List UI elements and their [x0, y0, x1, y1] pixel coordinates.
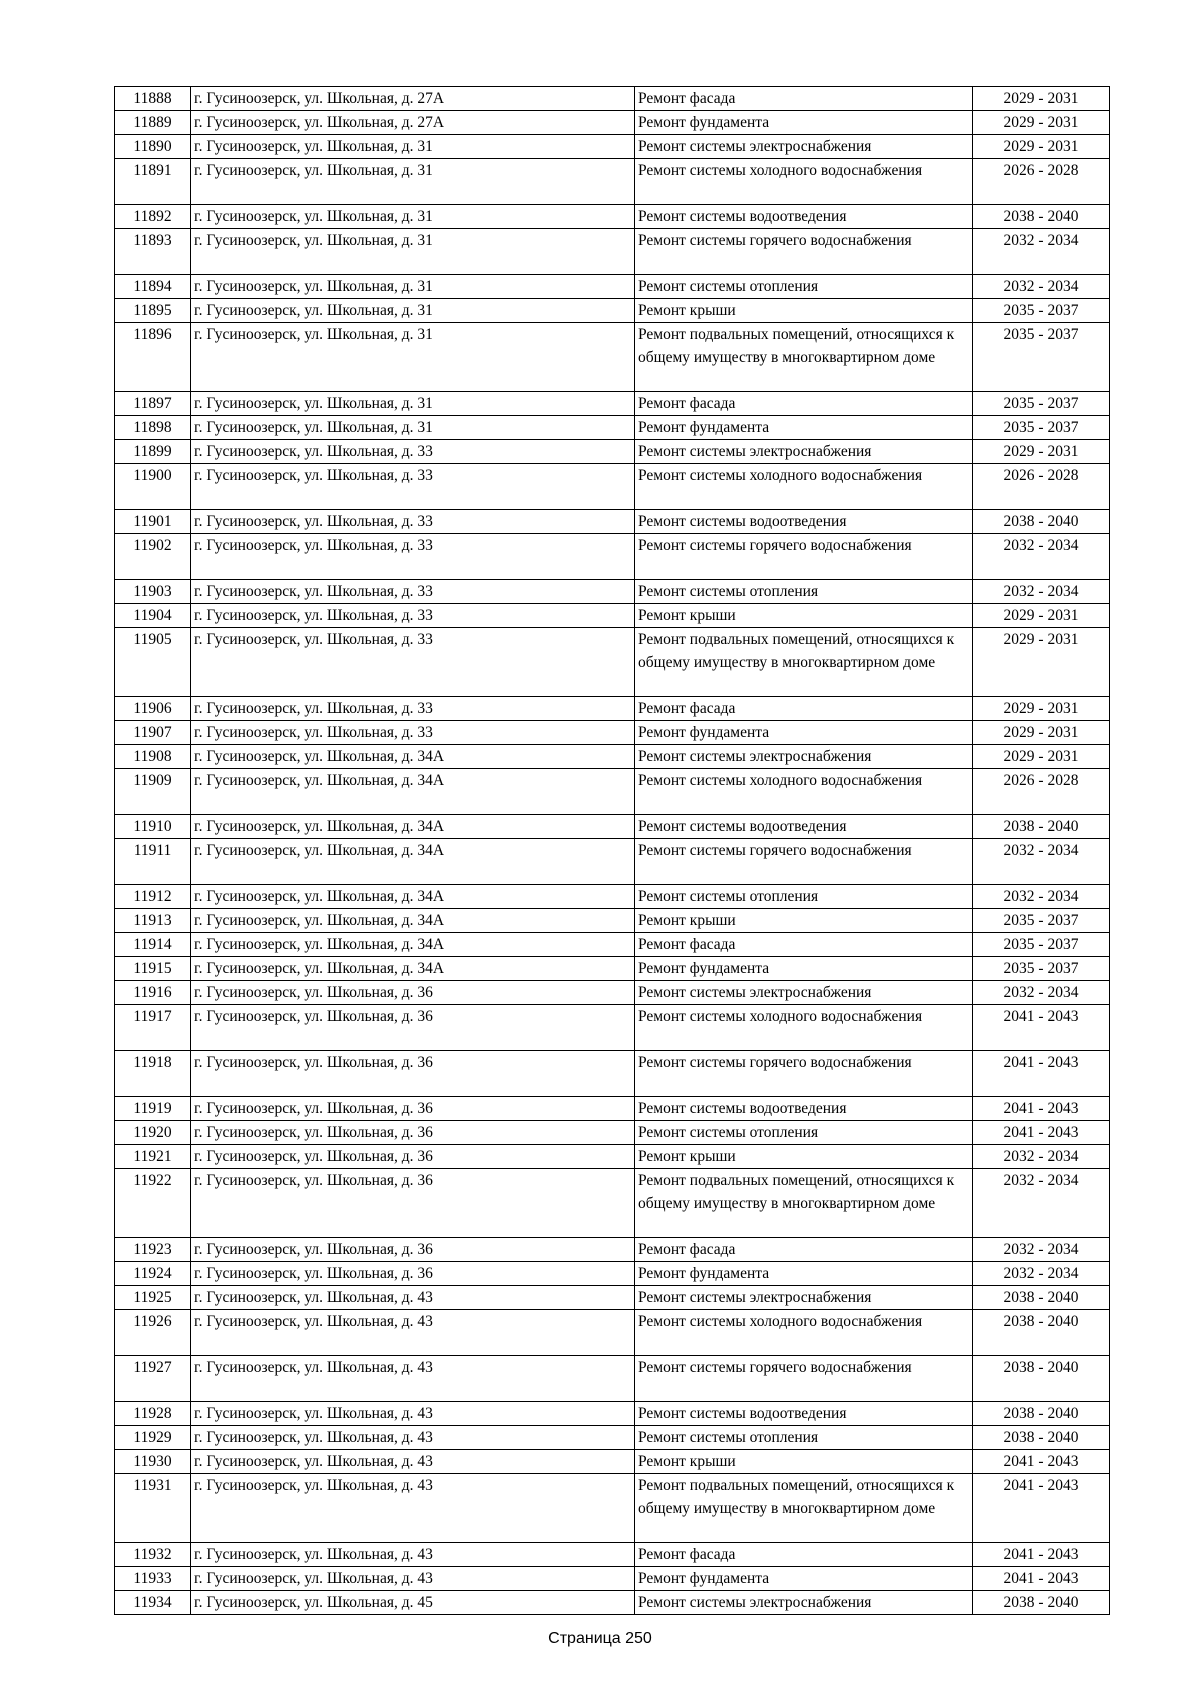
row-number-cell: 11931 [115, 1474, 191, 1543]
period-cell: 2029 - 2031 [973, 87, 1110, 111]
row-number-cell: 11889 [115, 111, 191, 135]
period-cell: 2032 - 2034 [973, 580, 1110, 604]
work-type-cell: Ремонт системы холодного водоснабжения [635, 1005, 973, 1051]
row-number-cell: 11902 [115, 534, 191, 580]
table-row [115, 416, 1110, 440]
period-cell: 2038 - 2040 [973, 1402, 1110, 1426]
period-cell: 2029 - 2031 [973, 111, 1110, 135]
table-row [115, 229, 1110, 275]
row-number-cell: 11892 [115, 205, 191, 229]
table-row [115, 1169, 1110, 1238]
work-type-cell: Ремонт подвальных помещений, относящихся к общему имуществу в многоквартирном доме [635, 1169, 973, 1238]
address-cell: г. Гусиноозерск, ул. Школьная, д. 36 [191, 1005, 635, 1051]
table-row [115, 87, 1110, 111]
address-cell: г. Гусиноозерск, ул. Школьная, д. 43 [191, 1402, 635, 1426]
period-cell: 2035 - 2037 [973, 909, 1110, 933]
address-cell: г. Гусиноозерск, ул. Школьная, д. 34А [191, 769, 635, 815]
work-type-cell: Ремонт системы электроснабжения [635, 440, 973, 464]
table-row [115, 1310, 1110, 1356]
row-number-cell: 11898 [115, 416, 191, 440]
table-row [115, 323, 1110, 392]
address-cell: г. Гусиноозерск, ул. Школьная, д. 34А [191, 909, 635, 933]
row-number-cell: 11897 [115, 392, 191, 416]
table-row [115, 721, 1110, 745]
period-cell: 2029 - 2031 [973, 721, 1110, 745]
address-cell: г. Гусиноозерск, ул. Школьная, д. 33 [191, 580, 635, 604]
address-cell: г. Гусиноозерск, ул. Школьная, д. 31 [191, 159, 635, 205]
work-type-cell: Ремонт системы водоотведения [635, 815, 973, 839]
address-cell: г. Гусиноозерск, ул. Школьная, д. 36 [191, 1262, 635, 1286]
period-cell: 2041 - 2043 [973, 1567, 1110, 1591]
period-cell: 2032 - 2034 [973, 534, 1110, 580]
period-cell: 2032 - 2034 [973, 839, 1110, 885]
work-type-cell: Ремонт фундамента [635, 1567, 973, 1591]
table-row [115, 1097, 1110, 1121]
address-cell: г. Гусиноозерск, ул. Школьная, д. 34А [191, 885, 635, 909]
period-cell: 2038 - 2040 [973, 815, 1110, 839]
address-cell: г. Гусиноозерск, ул. Школьная, д. 34А [191, 815, 635, 839]
work-type-cell: Ремонт системы холодного водоснабжения [635, 769, 973, 815]
address-cell: г. Гусиноозерск, ул. Школьная, д. 33 [191, 604, 635, 628]
row-number-cell: 11925 [115, 1286, 191, 1310]
table-row [115, 111, 1110, 135]
row-number-cell: 11914 [115, 933, 191, 957]
period-cell: 2035 - 2037 [973, 957, 1110, 981]
period-cell: 2041 - 2043 [973, 1051, 1110, 1097]
work-type-cell: Ремонт системы отопления [635, 885, 973, 909]
period-cell: 2041 - 2043 [973, 1474, 1110, 1543]
period-cell: 2029 - 2031 [973, 135, 1110, 159]
period-cell: 2029 - 2031 [973, 745, 1110, 769]
address-cell: г. Гусиноозерск, ул. Школьная, д. 31 [191, 229, 635, 275]
table-row [115, 1262, 1110, 1286]
row-number-cell: 11906 [115, 697, 191, 721]
table-row [115, 604, 1110, 628]
address-cell: г. Гусиноозерск, ул. Школьная, д. 43 [191, 1543, 635, 1567]
row-number-cell: 11916 [115, 981, 191, 1005]
period-cell: 2029 - 2031 [973, 628, 1110, 697]
table-row [115, 135, 1110, 159]
row-number-cell: 11924 [115, 1262, 191, 1286]
work-type-cell: Ремонт подвальных помещений, относящихся к общему имуществу в многоквартирном доме [635, 323, 973, 392]
table-row [115, 1567, 1110, 1591]
address-cell: г. Гусиноозерск, ул. Школьная, д. 27А [191, 87, 635, 111]
table-row [115, 440, 1110, 464]
table-row [115, 1238, 1110, 1262]
row-number-cell: 11908 [115, 745, 191, 769]
row-number-cell: 11899 [115, 440, 191, 464]
work-type-cell: Ремонт системы холодного водоснабжения [635, 464, 973, 510]
address-cell: г. Гусиноозерск, ул. Школьная, д. 33 [191, 721, 635, 745]
row-number-cell: 11926 [115, 1310, 191, 1356]
row-number-cell: 11921 [115, 1145, 191, 1169]
work-type-cell: Ремонт крыши [635, 299, 973, 323]
work-type-cell: Ремонт фасада [635, 1543, 973, 1567]
row-number-cell: 11920 [115, 1121, 191, 1145]
period-cell: 2035 - 2037 [973, 323, 1110, 392]
period-cell: 2038 - 2040 [973, 205, 1110, 229]
period-cell: 2038 - 2040 [973, 1591, 1110, 1615]
address-cell: г. Гусиноозерск, ул. Школьная, д. 33 [191, 534, 635, 580]
work-type-cell: Ремонт системы горячего водоснабжения [635, 229, 973, 275]
table-row [115, 839, 1110, 885]
work-type-cell: Ремонт системы водоотведения [635, 1097, 973, 1121]
address-cell: г. Гусиноозерск, ул. Школьная, д. 31 [191, 275, 635, 299]
address-cell: г. Гусиноозерск, ул. Школьная, д. 34А [191, 957, 635, 981]
work-type-cell: Ремонт фасада [635, 1238, 973, 1262]
period-cell: 2032 - 2034 [973, 981, 1110, 1005]
table-row [115, 1450, 1110, 1474]
table-row [115, 464, 1110, 510]
row-number-cell: 11912 [115, 885, 191, 909]
period-cell: 2038 - 2040 [973, 1426, 1110, 1450]
table-row [115, 769, 1110, 815]
address-cell: г. Гусиноозерск, ул. Школьная, д. 43 [191, 1356, 635, 1402]
table-row [115, 1286, 1110, 1310]
table-row [115, 1591, 1110, 1615]
address-cell: г. Гусиноозерск, ул. Школьная, д. 34А [191, 839, 635, 885]
address-cell: г. Гусиноозерск, ул. Школьная, д. 45 [191, 1591, 635, 1615]
row-number-cell: 11913 [115, 909, 191, 933]
table-row [115, 1051, 1110, 1097]
work-type-cell: Ремонт системы водоотведения [635, 205, 973, 229]
address-cell: г. Гусиноозерск, ул. Школьная, д. 43 [191, 1310, 635, 1356]
period-cell: 2029 - 2031 [973, 604, 1110, 628]
document-sheet [114, 86, 1109, 1615]
period-cell: 2032 - 2034 [973, 1238, 1110, 1262]
table-row [115, 1543, 1110, 1567]
address-cell: г. Гусиноозерск, ул. Школьная, д. 31 [191, 416, 635, 440]
work-type-cell: Ремонт системы электроснабжения [635, 1286, 973, 1310]
period-cell: 2041 - 2043 [973, 1450, 1110, 1474]
period-cell: 2026 - 2028 [973, 159, 1110, 205]
work-type-cell: Ремонт фасада [635, 392, 973, 416]
period-cell: 2026 - 2028 [973, 464, 1110, 510]
address-cell: г. Гусиноозерск, ул. Школьная, д. 36 [191, 1238, 635, 1262]
table-row [115, 933, 1110, 957]
table-row [115, 1145, 1110, 1169]
table-row [115, 580, 1110, 604]
row-number-cell: 11907 [115, 721, 191, 745]
row-number-cell: 11918 [115, 1051, 191, 1097]
address-cell: г. Гусиноозерск, ул. Школьная, д. 43 [191, 1474, 635, 1543]
table-row [115, 981, 1110, 1005]
address-cell: г. Гусиноозерск, ул. Школьная, д. 43 [191, 1567, 635, 1591]
work-type-cell: Ремонт системы отопления [635, 1121, 973, 1145]
row-number-cell: 11910 [115, 815, 191, 839]
work-type-cell: Ремонт фундамента [635, 1262, 973, 1286]
table-row [115, 1474, 1110, 1543]
row-number-cell: 11891 [115, 159, 191, 205]
period-cell: 2035 - 2037 [973, 392, 1110, 416]
address-cell: г. Гусиноозерск, ул. Школьная, д. 43 [191, 1450, 635, 1474]
work-type-cell: Ремонт системы отопления [635, 275, 973, 299]
work-type-cell: Ремонт системы электроснабжения [635, 135, 973, 159]
address-cell: г. Гусиноозерск, ул. Школьная, д. 31 [191, 205, 635, 229]
work-type-cell: Ремонт системы электроснабжения [635, 1591, 973, 1615]
table-row [115, 815, 1110, 839]
row-number-cell: 11901 [115, 510, 191, 534]
work-type-cell: Ремонт системы горячего водоснабжения [635, 534, 973, 580]
period-cell: 2038 - 2040 [973, 1356, 1110, 1402]
page-number: Страница 250 [548, 1630, 652, 1647]
address-cell: г. Гусиноозерск, ул. Школьная, д. 36 [191, 1169, 635, 1238]
address-cell: г. Гусиноозерск, ул. Школьная, д. 34А [191, 933, 635, 957]
period-cell: 2038 - 2040 [973, 510, 1110, 534]
work-type-cell: Ремонт фундамента [635, 957, 973, 981]
row-number-cell: 11903 [115, 580, 191, 604]
period-cell: 2032 - 2034 [973, 275, 1110, 299]
work-type-cell: Ремонт подвальных помещений, относящихся к общему имуществу в многоквартирном доме [635, 1474, 973, 1543]
period-cell: 2041 - 2043 [973, 1543, 1110, 1567]
work-type-cell: Ремонт системы электроснабжения [635, 745, 973, 769]
row-number-cell: 11915 [115, 957, 191, 981]
period-cell: 2032 - 2034 [973, 229, 1110, 275]
table-row [115, 299, 1110, 323]
period-cell: 2035 - 2037 [973, 299, 1110, 323]
row-number-cell: 11929 [115, 1426, 191, 1450]
work-type-cell: Ремонт фундамента [635, 111, 973, 135]
address-cell: г. Гусиноозерск, ул. Школьная, д. 33 [191, 628, 635, 697]
work-type-cell: Ремонт крыши [635, 1450, 973, 1474]
address-cell: г. Гусиноозерск, ул. Школьная, д. 43 [191, 1286, 635, 1310]
work-type-cell: Ремонт системы водоотведения [635, 1402, 973, 1426]
address-cell: г. Гусиноозерск, ул. Школьная, д. 36 [191, 1051, 635, 1097]
work-type-cell: Ремонт фасада [635, 697, 973, 721]
period-cell: 2029 - 2031 [973, 440, 1110, 464]
table-body [115, 87, 1110, 1615]
table-row [115, 697, 1110, 721]
repair-schedule-table [114, 86, 1110, 1615]
period-cell: 2035 - 2037 [973, 416, 1110, 440]
work-type-cell: Ремонт системы холодного водоснабжения [635, 1310, 973, 1356]
table-row [115, 1356, 1110, 1402]
row-number-cell: 11923 [115, 1238, 191, 1262]
address-cell: г. Гусиноозерск, ул. Школьная, д. 33 [191, 464, 635, 510]
work-type-cell: Ремонт крыши [635, 909, 973, 933]
row-number-cell: 11888 [115, 87, 191, 111]
table-row [115, 205, 1110, 229]
row-number-cell: 11904 [115, 604, 191, 628]
row-number-cell: 11930 [115, 1450, 191, 1474]
address-cell: г. Гусиноозерск, ул. Школьная, д. 34А [191, 745, 635, 769]
period-cell: 2032 - 2034 [973, 1145, 1110, 1169]
row-number-cell: 11909 [115, 769, 191, 815]
table-row [115, 1005, 1110, 1051]
table-row [115, 745, 1110, 769]
address-cell: г. Гусиноозерск, ул. Школьная, д. 36 [191, 1121, 635, 1145]
table-row [115, 159, 1110, 205]
work-type-cell: Ремонт системы горячего водоснабжения [635, 1051, 973, 1097]
address-cell: г. Гусиноозерск, ул. Школьная, д. 36 [191, 1145, 635, 1169]
table-row [115, 1402, 1110, 1426]
row-number-cell: 11919 [115, 1097, 191, 1121]
address-cell: г. Гусиноозерск, ул. Школьная, д. 27А [191, 111, 635, 135]
work-type-cell: Ремонт крыши [635, 1145, 973, 1169]
address-cell: г. Гусиноозерск, ул. Школьная, д. 36 [191, 981, 635, 1005]
period-cell: 2041 - 2043 [973, 1121, 1110, 1145]
work-type-cell: Ремонт системы горячего водоснабжения [635, 1356, 973, 1402]
period-cell: 2038 - 2040 [973, 1310, 1110, 1356]
work-type-cell: Ремонт системы холодного водоснабжения [635, 159, 973, 205]
work-type-cell: Ремонт системы электроснабжения [635, 981, 973, 1005]
row-number-cell: 11905 [115, 628, 191, 697]
period-cell: 2041 - 2043 [973, 1097, 1110, 1121]
period-cell: 2041 - 2043 [973, 1005, 1110, 1051]
work-type-cell: Ремонт фасада [635, 933, 973, 957]
row-number-cell: 11893 [115, 229, 191, 275]
table-row [115, 510, 1110, 534]
period-cell: 2038 - 2040 [973, 1286, 1110, 1310]
row-number-cell: 11934 [115, 1591, 191, 1615]
row-number-cell: 11890 [115, 135, 191, 159]
work-type-cell: Ремонт системы водоотведения [635, 510, 973, 534]
row-number-cell: 11928 [115, 1402, 191, 1426]
work-type-cell: Ремонт подвальных помещений, относящихся к общему имуществу в многоквартирном доме [635, 628, 973, 697]
work-type-cell: Ремонт крыши [635, 604, 973, 628]
table-row [115, 534, 1110, 580]
address-cell: г. Гусиноозерск, ул. Школьная, д. 33 [191, 510, 635, 534]
period-cell: 2029 - 2031 [973, 697, 1110, 721]
period-cell: 2032 - 2034 [973, 885, 1110, 909]
table-row [115, 275, 1110, 299]
table-row [115, 885, 1110, 909]
row-number-cell: 11917 [115, 1005, 191, 1051]
table-row [115, 909, 1110, 933]
table-row [115, 957, 1110, 981]
work-type-cell: Ремонт системы отопления [635, 1426, 973, 1450]
address-cell: г. Гусиноозерск, ул. Школьная, д. 31 [191, 392, 635, 416]
address-cell: г. Гусиноозерск, ул. Школьная, д. 33 [191, 440, 635, 464]
work-type-cell: Ремонт фундамента [635, 721, 973, 745]
table-row [115, 628, 1110, 697]
address-cell: г. Гусиноозерск, ул. Школьная, д. 36 [191, 1097, 635, 1121]
table-row [115, 392, 1110, 416]
period-cell: 2026 - 2028 [973, 769, 1110, 815]
address-cell: г. Гусиноозерск, ул. Школьная, д. 33 [191, 697, 635, 721]
row-number-cell: 11927 [115, 1356, 191, 1402]
row-number-cell: 11932 [115, 1543, 191, 1567]
period-cell: 2032 - 2034 [973, 1169, 1110, 1238]
work-type-cell: Ремонт фасада [635, 87, 973, 111]
period-cell: 2032 - 2034 [973, 1262, 1110, 1286]
table-row [115, 1426, 1110, 1450]
work-type-cell: Ремонт фундамента [635, 416, 973, 440]
row-number-cell: 11922 [115, 1169, 191, 1238]
address-cell: г. Гусиноозерск, ул. Школьная, д. 31 [191, 135, 635, 159]
row-number-cell: 11933 [115, 1567, 191, 1591]
address-cell: г. Гусиноозерск, ул. Школьная, д. 43 [191, 1426, 635, 1450]
work-type-cell: Ремонт системы отопления [635, 580, 973, 604]
row-number-cell: 11894 [115, 275, 191, 299]
row-number-cell: 11911 [115, 839, 191, 885]
work-type-cell: Ремонт системы горячего водоснабжения [635, 839, 973, 885]
table-row [115, 1121, 1110, 1145]
address-cell: г. Гусиноозерск, ул. Школьная, д. 31 [191, 323, 635, 392]
address-cell: г. Гусиноозерск, ул. Школьная, д. 31 [191, 299, 635, 323]
row-number-cell: 11895 [115, 299, 191, 323]
row-number-cell: 11900 [115, 464, 191, 510]
row-number-cell: 11896 [115, 323, 191, 392]
period-cell: 2035 - 2037 [973, 933, 1110, 957]
